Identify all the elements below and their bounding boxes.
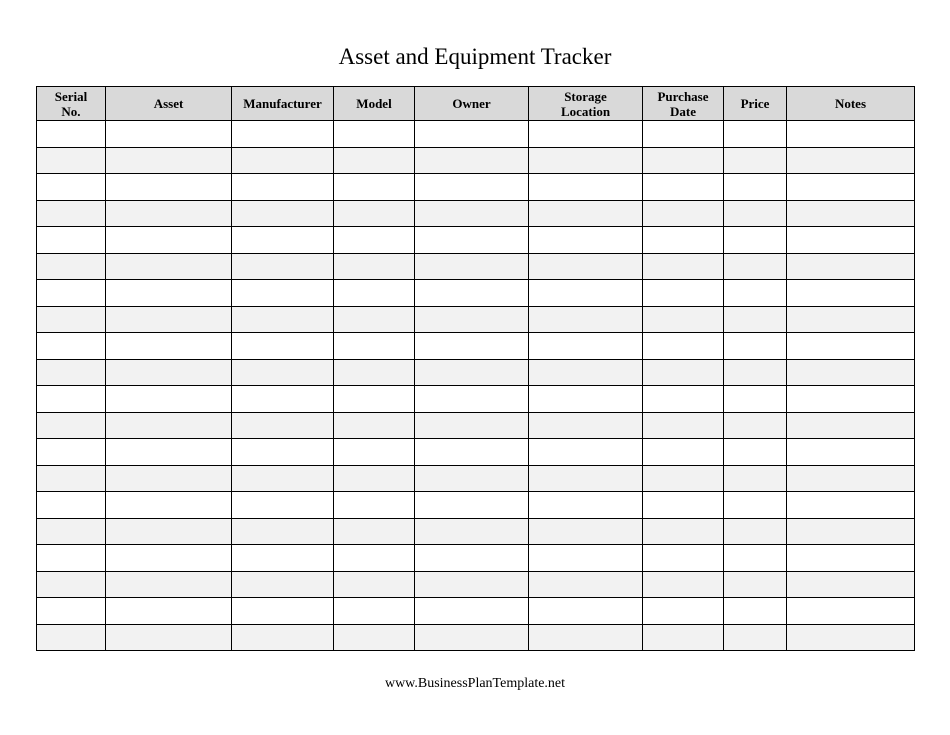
column-header-notes: [787, 87, 915, 121]
cell-notes[interactable]: [787, 306, 915, 333]
cell-owner[interactable]: [415, 412, 529, 439]
cell-model[interactable]: [334, 147, 415, 174]
cell-asset[interactable]: [106, 545, 232, 572]
cell-price[interactable]: [724, 147, 787, 174]
cell-notes[interactable]: [787, 333, 915, 360]
cell-serial[interactable]: [37, 306, 106, 333]
cell-price[interactable]: [724, 412, 787, 439]
cell-manufacturer[interactable]: [232, 147, 334, 174]
cell-serial[interactable]: [37, 492, 106, 519]
cell-storage-location[interactable]: [529, 359, 643, 386]
cell-notes[interactable]: [787, 465, 915, 492]
cell-model[interactable]: [334, 121, 415, 148]
cell-asset[interactable]: [106, 518, 232, 545]
cell-manufacturer[interactable]: [232, 386, 334, 413]
cell-manufacturer[interactable]: [232, 227, 334, 254]
column-header-owner: [415, 87, 529, 121]
cell-model[interactable]: [334, 253, 415, 280]
cell-owner[interactable]: [415, 545, 529, 572]
cell-owner[interactable]: [415, 280, 529, 307]
column-header-line: Purchase: [657, 88, 709, 104]
cell-storage-location[interactable]: [529, 439, 643, 466]
cell-storage-location[interactable]: [529, 227, 643, 254]
column-header-storage-location: [529, 87, 643, 121]
table-row: [37, 545, 915, 572]
cell-purchase-date[interactable]: [643, 624, 724, 651]
cell-notes[interactable]: [787, 571, 915, 598]
cell-storage-location[interactable]: [529, 624, 643, 651]
cell-purchase-date[interactable]: [643, 598, 724, 625]
cell-serial[interactable]: [37, 359, 106, 386]
cell-purchase-date[interactable]: [643, 200, 724, 227]
cell-asset[interactable]: [106, 280, 232, 307]
table-row: [37, 492, 915, 519]
column-header-model: [334, 87, 415, 121]
page-title: Asset and Equipment Tracker: [338, 44, 612, 69]
cell-price[interactable]: [724, 518, 787, 545]
cell-notes[interactable]: [787, 624, 915, 651]
cell-purchase-date[interactable]: [643, 306, 724, 333]
cell-notes[interactable]: [787, 386, 915, 413]
cell-purchase-date[interactable]: [643, 147, 724, 174]
cell-model[interactable]: [334, 571, 415, 598]
cell-storage-location[interactable]: [529, 147, 643, 174]
cell-storage-location[interactable]: [529, 333, 643, 360]
cell-price[interactable]: [724, 121, 787, 148]
cell-storage-location[interactable]: [529, 598, 643, 625]
cell-owner[interactable]: [415, 571, 529, 598]
cell-serial[interactable]: [37, 200, 106, 227]
cell-storage-location[interactable]: [529, 200, 643, 227]
cell-manufacturer[interactable]: [232, 492, 334, 519]
cell-serial[interactable]: [37, 545, 106, 572]
cell-serial[interactable]: [37, 624, 106, 651]
cell-owner[interactable]: [415, 598, 529, 625]
cell-price[interactable]: [724, 359, 787, 386]
cell-asset[interactable]: [106, 227, 232, 254]
cell-serial[interactable]: [37, 147, 106, 174]
cell-manufacturer[interactable]: [232, 571, 334, 598]
asset-tracker-table: [36, 86, 915, 651]
cell-asset[interactable]: [106, 359, 232, 386]
cell-serial[interactable]: [37, 571, 106, 598]
cell-storage-location[interactable]: [529, 121, 643, 148]
cell-manufacturer[interactable]: [232, 174, 334, 201]
cell-storage-location[interactable]: [529, 492, 643, 519]
cell-price[interactable]: [724, 624, 787, 651]
cell-owner[interactable]: [415, 492, 529, 519]
cell-notes[interactable]: [787, 518, 915, 545]
footer-url: www.BusinessPlanTemplate.net: [384, 676, 566, 691]
cell-owner[interactable]: [415, 439, 529, 466]
cell-price[interactable]: [724, 386, 787, 413]
cell-model[interactable]: [334, 359, 415, 386]
cell-manufacturer[interactable]: [232, 280, 334, 307]
cell-manufacturer[interactable]: [232, 439, 334, 466]
cell-purchase-date[interactable]: [643, 359, 724, 386]
cell-model[interactable]: [334, 280, 415, 307]
cell-serial[interactable]: [37, 412, 106, 439]
cell-asset[interactable]: [106, 412, 232, 439]
column-header-line: Notes: [834, 96, 867, 111]
column-header-line: Model: [356, 96, 392, 111]
cell-manufacturer[interactable]: [232, 253, 334, 280]
table-row: [37, 280, 915, 307]
cell-asset[interactable]: [106, 386, 232, 413]
cell-purchase-date[interactable]: [643, 386, 724, 413]
cell-owner[interactable]: [415, 333, 529, 360]
cell-model[interactable]: [334, 518, 415, 545]
table-row: [37, 174, 915, 201]
cell-manufacturer[interactable]: [232, 306, 334, 333]
cell-price[interactable]: [724, 227, 787, 254]
cell-owner[interactable]: [415, 121, 529, 148]
cell-purchase-date[interactable]: [643, 253, 724, 280]
cell-owner[interactable]: [415, 518, 529, 545]
cell-notes[interactable]: [787, 121, 915, 148]
cell-storage-location[interactable]: [529, 545, 643, 572]
cell-asset[interactable]: [106, 174, 232, 201]
column-header-line: Date: [670, 103, 696, 119]
cell-owner[interactable]: [415, 227, 529, 254]
cell-asset[interactable]: [106, 200, 232, 227]
cell-purchase-date[interactable]: [643, 280, 724, 307]
column-header-line: Manufacturer: [243, 96, 322, 111]
cell-model[interactable]: [334, 227, 415, 254]
cell-asset[interactable]: [106, 147, 232, 174]
column-header-line: No.: [61, 103, 81, 119]
table-row: [37, 333, 915, 360]
column-header-purchase-date: [643, 87, 724, 121]
cell-storage-location[interactable]: [529, 386, 643, 413]
cell-notes[interactable]: [787, 545, 915, 572]
cell-model[interactable]: [334, 174, 415, 201]
cell-model[interactable]: [334, 465, 415, 492]
cell-manufacturer[interactable]: [232, 412, 334, 439]
cell-serial[interactable]: [37, 280, 106, 307]
cell-manufacturer[interactable]: [232, 518, 334, 545]
cell-purchase-date[interactable]: [643, 492, 724, 519]
cell-manufacturer[interactable]: [232, 121, 334, 148]
column-header-line: Serial: [54, 88, 88, 104]
cell-serial[interactable]: [37, 333, 106, 360]
cell-storage-location[interactable]: [529, 253, 643, 280]
cell-owner[interactable]: [415, 624, 529, 651]
table-row: [37, 359, 915, 386]
column-header-line: Asset: [153, 96, 184, 111]
cell-purchase-date[interactable]: [643, 174, 724, 201]
cell-serial[interactable]: [37, 227, 106, 254]
cell-asset[interactable]: [106, 253, 232, 280]
cell-serial[interactable]: [37, 465, 106, 492]
cell-storage-location[interactable]: [529, 571, 643, 598]
cell-purchase-date[interactable]: [643, 121, 724, 148]
cell-purchase-date[interactable]: [643, 465, 724, 492]
table-row: [37, 465, 915, 492]
cell-storage-location[interactable]: [529, 174, 643, 201]
table-row: [37, 571, 915, 598]
cell-asset[interactable]: [106, 571, 232, 598]
cell-model[interactable]: [334, 333, 415, 360]
cell-notes[interactable]: [787, 598, 915, 625]
cell-manufacturer[interactable]: [232, 465, 334, 492]
column-header-price: [724, 87, 787, 121]
cell-asset[interactable]: [106, 439, 232, 466]
cell-asset[interactable]: [106, 465, 232, 492]
cell-serial[interactable]: [37, 253, 106, 280]
table-row: [37, 306, 915, 333]
cell-model[interactable]: [334, 200, 415, 227]
table-row: [37, 227, 915, 254]
cell-model[interactable]: [334, 492, 415, 519]
cell-price[interactable]: [724, 545, 787, 572]
cell-price[interactable]: [724, 465, 787, 492]
cell-manufacturer[interactable]: [232, 624, 334, 651]
cell-serial[interactable]: [37, 439, 106, 466]
cell-owner[interactable]: [415, 386, 529, 413]
table-row: [37, 624, 915, 651]
table-row: [37, 412, 915, 439]
cell-purchase-date[interactable]: [643, 333, 724, 360]
cell-owner[interactable]: [415, 253, 529, 280]
cell-purchase-date[interactable]: [643, 412, 724, 439]
cell-notes[interactable]: [787, 412, 915, 439]
cell-storage-location[interactable]: [529, 280, 643, 307]
cell-storage-location[interactable]: [529, 412, 643, 439]
column-header-serial: [37, 87, 106, 121]
cell-owner[interactable]: [415, 147, 529, 174]
cell-manufacturer[interactable]: [232, 545, 334, 572]
cell-model[interactable]: [334, 545, 415, 572]
cell-serial[interactable]: [37, 598, 106, 625]
cell-price[interactable]: [724, 439, 787, 466]
column-header-manufacturer: [232, 87, 334, 121]
column-header-line: Price: [740, 96, 770, 111]
cell-notes[interactable]: [787, 174, 915, 201]
cell-notes[interactable]: [787, 253, 915, 280]
cell-purchase-date[interactable]: [643, 571, 724, 598]
cell-model[interactable]: [334, 598, 415, 625]
cell-model[interactable]: [334, 624, 415, 651]
cell-price[interactable]: [724, 598, 787, 625]
cell-notes[interactable]: [787, 147, 915, 174]
cell-notes[interactable]: [787, 200, 915, 227]
cell-owner[interactable]: [415, 359, 529, 386]
table-row: [37, 518, 915, 545]
cell-manufacturer[interactable]: [232, 200, 334, 227]
cell-purchase-date[interactable]: [643, 545, 724, 572]
cell-serial[interactable]: [37, 174, 106, 201]
table-row: [37, 598, 915, 625]
cell-purchase-date[interactable]: [643, 439, 724, 466]
cell-price[interactable]: [724, 200, 787, 227]
table-body: [37, 121, 915, 651]
cell-model[interactable]: [334, 439, 415, 466]
table-row: [37, 200, 915, 227]
cell-manufacturer[interactable]: [232, 359, 334, 386]
table-row: [37, 386, 915, 413]
cell-purchase-date[interactable]: [643, 518, 724, 545]
cell-owner[interactable]: [415, 174, 529, 201]
cell-owner[interactable]: [415, 306, 529, 333]
cell-price[interactable]: [724, 306, 787, 333]
cell-notes[interactable]: [787, 227, 915, 254]
cell-asset[interactable]: [106, 598, 232, 625]
cell-storage-location[interactable]: [529, 306, 643, 333]
cell-storage-location[interactable]: [529, 518, 643, 545]
cell-price[interactable]: [724, 492, 787, 519]
cell-owner[interactable]: [415, 465, 529, 492]
cell-manufacturer[interactable]: [232, 598, 334, 625]
cell-price[interactable]: [724, 280, 787, 307]
cell-asset[interactable]: [106, 121, 232, 148]
column-header-line: Location: [560, 103, 611, 119]
cell-owner[interactable]: [415, 200, 529, 227]
header-row: [37, 87, 915, 121]
cell-notes[interactable]: [787, 492, 915, 519]
cell-model[interactable]: [334, 306, 415, 333]
table-row: [37, 439, 915, 466]
cell-serial[interactable]: [37, 386, 106, 413]
cell-purchase-date[interactable]: [643, 227, 724, 254]
column-header-line: Storage: [564, 88, 607, 104]
table-row: [37, 147, 915, 174]
cell-manufacturer[interactable]: [232, 333, 334, 360]
cell-asset[interactable]: [106, 492, 232, 519]
cell-asset[interactable]: [106, 333, 232, 360]
cell-notes[interactable]: [787, 359, 915, 386]
table-row: [37, 253, 915, 280]
cell-price[interactable]: [724, 333, 787, 360]
table-row: [37, 121, 915, 148]
cell-asset[interactable]: [106, 306, 232, 333]
cell-model[interactable]: [334, 412, 415, 439]
cell-notes[interactable]: [787, 280, 915, 307]
column-header-line: Owner: [452, 96, 491, 111]
cell-price[interactable]: [724, 253, 787, 280]
cell-serial[interactable]: [37, 518, 106, 545]
cell-price[interactable]: [724, 571, 787, 598]
cell-storage-location[interactable]: [529, 465, 643, 492]
cell-notes[interactable]: [787, 439, 915, 466]
cell-serial[interactable]: [37, 121, 106, 148]
column-header-asset: [106, 87, 232, 121]
cell-model[interactable]: [334, 386, 415, 413]
cell-price[interactable]: [724, 174, 787, 201]
cell-asset[interactable]: [106, 624, 232, 651]
